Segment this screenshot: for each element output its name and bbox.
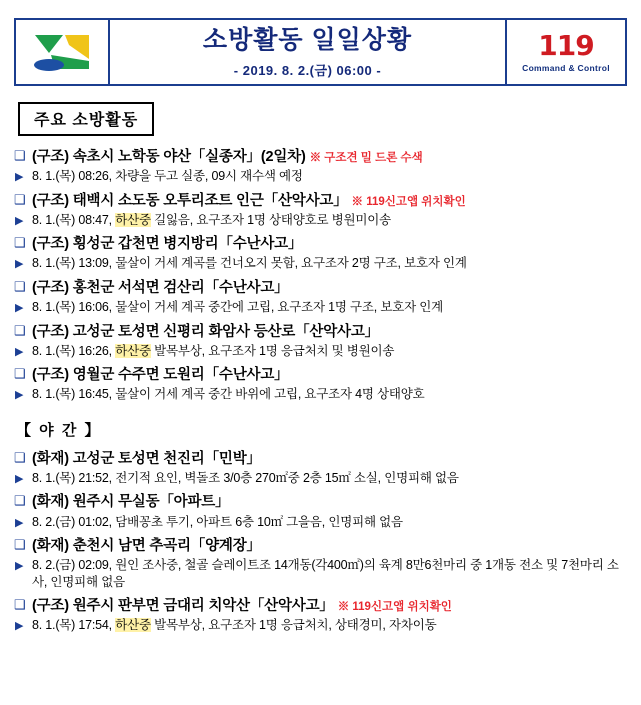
night-entry-list (14, 448, 627, 634)
entry-detail: 8. 2.(금) 01:02, 담배꽁초 투기, 아파트 6층 10㎡ 그을음, 인명피해 없음 (32, 514, 403, 529)
entry-detail-line (14, 616, 627, 634)
list-item (14, 364, 627, 403)
night-section-label: 【 야 간 】 (16, 421, 102, 439)
entry-title: (화재) 춘천시 남면 추곡리「양계장」 (32, 538, 261, 555)
entry-detail-line (14, 167, 627, 185)
gangwon-province-logo-icon (29, 29, 95, 75)
entry-detail: 8. 1.(목) 17:54, 하산중 발목부상, 요구조자 1명 응급처치, 상태경미, 자차이동 (32, 618, 437, 633)
entry-title-line (14, 190, 627, 211)
entry-detail: 8. 1.(목) 13:09, 물살이 거세 계곡를 건너오지 못함, 요구조자 2명 구조, 보호자 인계 (32, 256, 467, 271)
day-entry-list (14, 146, 627, 403)
list-item (14, 190, 627, 229)
triangle-bullet-icon: ▶ (15, 620, 24, 633)
list-item (14, 277, 627, 316)
triangle-bullet-icon: ▶ (15, 472, 24, 485)
entry-title: (구조) 고성군 토성면 신평리 화암사 등산로「산악사고」 (32, 323, 379, 340)
circle-bullet-icon: ❑ (14, 278, 26, 294)
entry-title: (구조) 태백시 소도동 오투리조트 인근「산악사고」 (32, 192, 348, 209)
entry-tag: ※ 구조견 밀 드론 수색 (309, 152, 423, 164)
entry-title: (구조) 원주시 판부면 금대리 치악산「산악사고」 (32, 598, 334, 615)
emblem-caption: Command & Control (522, 62, 610, 73)
list-item (14, 146, 627, 185)
entry-title-line (14, 277, 627, 298)
circle-bullet-icon: ❑ (14, 366, 26, 382)
section-heading-label: 주요 소방활동 (34, 112, 139, 129)
section-heading-box (18, 102, 154, 136)
entry-detail-line (14, 298, 627, 316)
highlight-term: 하산중 (115, 212, 151, 227)
circle-bullet-icon: ❑ (14, 235, 26, 251)
entry-title-line (14, 233, 627, 254)
page-subtitle: - 2019. 8. 2.(금) 06:00 - (233, 62, 382, 78)
emblem-cell (505, 20, 625, 84)
page-title: 소방활동 일일상황 (202, 26, 413, 55)
entry-detail-line (14, 342, 627, 360)
entry-title-line (14, 321, 627, 342)
circle-bullet-icon: ❑ (14, 493, 26, 509)
entry-detail: 8. 2.(금) 02:09, 원인 조사중, 철골 슬레이트조 14개동(각400㎡)의 육계 8만6천마리 중 1개동 전소 및 7천마리 소사, 인명피해 없음 (32, 558, 619, 589)
entry-detail: 8. 1.(목) 16:26, 하산중 발목부상, 요구조자 1명 응급처치 및 병원이송 (32, 343, 395, 358)
document-header-banner (14, 18, 627, 86)
entry-title-line (14, 535, 627, 556)
entry-detail-line (14, 556, 627, 590)
entry-title-line (14, 491, 627, 512)
list-item (14, 535, 627, 590)
list-item (14, 233, 627, 272)
entry-detail: 8. 1.(목) 08:26, 차량을 두고 실종, 09시 재수색 예정 (32, 169, 303, 184)
circle-bullet-icon: ❑ (14, 449, 26, 465)
triangle-bullet-icon: ▶ (15, 171, 24, 184)
entry-detail-line (14, 254, 627, 272)
highlight-term: 하산중 (115, 618, 151, 633)
entry-detail: 8. 1.(목) 21:52, 전기적 요인, 벽돌조 3/0층 270㎡중 2층 15㎡ 소실, 인명피해 없음 (32, 470, 459, 485)
circle-bullet-icon: ❑ (14, 191, 26, 207)
circle-bullet-icon: ❑ (14, 322, 26, 338)
entry-detail-line (14, 469, 627, 487)
highlight-term: 하산중 (115, 343, 151, 358)
entry-title: (화재) 원주시 무실동「아파트」 (32, 494, 230, 511)
entry-detail-line (14, 385, 627, 403)
emblem-119-icon: 119 (538, 28, 594, 62)
entry-title-line (14, 364, 627, 385)
entry-tag: ※ 119신고앱 위치확인 (351, 195, 466, 208)
header-title-block (110, 20, 505, 84)
list-item (14, 491, 627, 530)
entry-title-line (14, 146, 627, 167)
entry-detail: 8. 1.(목) 16:45, 물살이 거세 계곡 중간 바위에 고립, 요구조자 4명 상태양호 (32, 387, 425, 402)
triangle-bullet-icon: ▶ (15, 516, 24, 529)
list-item (14, 448, 627, 487)
circle-bullet-icon: ❑ (14, 537, 26, 553)
triangle-bullet-icon: ▶ (15, 345, 24, 358)
entry-title: (구조) 횡성군 갑천면 병지방리「수난사고」 (32, 236, 303, 253)
entry-title-line (14, 595, 627, 616)
entry-title: (구조) 속초시 노학동 야산「실종자」(2일차) (32, 149, 306, 165)
entry-title: (구조) 홍천군 서석면 검산리「수난사고」 (32, 279, 289, 296)
entry-title: (화재) 고성군 토성면 천진리「민박」 (32, 450, 261, 467)
entry-title-line (14, 448, 627, 469)
entry-tag: ※ 119신고앱 위치확인 (337, 601, 452, 614)
triangle-bullet-icon: ▶ (15, 258, 24, 271)
entry-title: (구조) 영월군 수주면 도원리「수난사고」 (32, 367, 289, 384)
list-item (14, 595, 627, 634)
entry-detail: 8. 1.(목) 16:06, 물살이 거세 계곡 중간에 고립, 요구조자 1명 구조, 보호자 인계 (32, 300, 443, 315)
triangle-bullet-icon: ▶ (15, 560, 24, 573)
triangle-bullet-icon: ▶ (15, 214, 24, 227)
entry-detail-line (14, 211, 627, 229)
triangle-bullet-icon: ▶ (15, 302, 24, 315)
circle-bullet-icon: ❑ (14, 148, 26, 163)
logo-cell (16, 20, 110, 84)
circle-bullet-icon: ❑ (14, 597, 26, 613)
entry-detail-line (14, 513, 627, 531)
list-item (14, 321, 627, 360)
entry-detail: 8. 1.(목) 08:47, 하산중 길잃음, 요구조자 1명 상태양호로 병원미이송 (32, 212, 392, 227)
triangle-bullet-icon: ▶ (15, 389, 24, 402)
